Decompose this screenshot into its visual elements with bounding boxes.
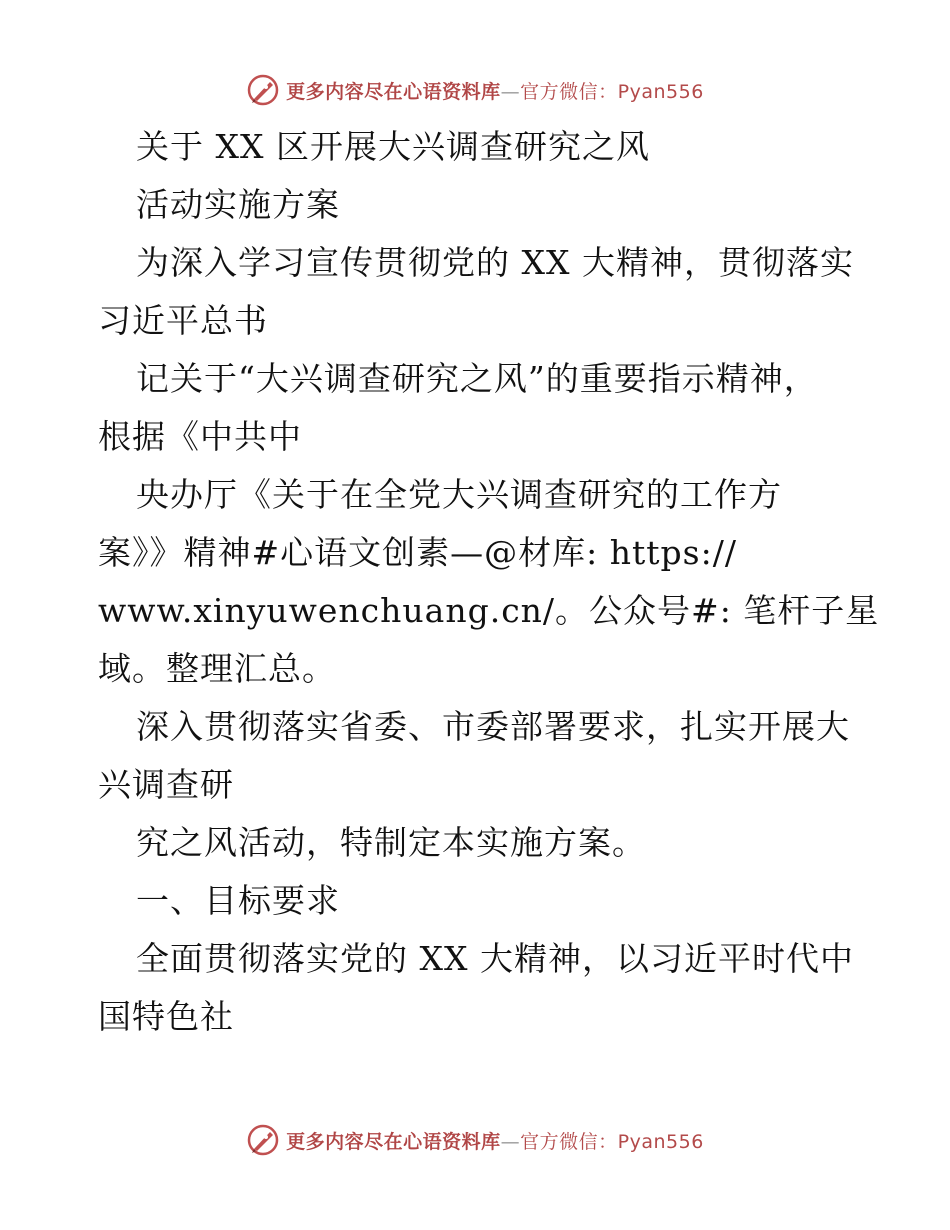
doc-line: 央办厅《关于在全党大兴调查研究的工作方 [136,475,782,514]
header-watermark-banner [0,70,950,110]
banner-text [286,1127,704,1154]
section-heading: 一、目标要求 [136,881,340,920]
doc-line: 深入贯彻落实省委、市委部署要求，扎实开展大 [136,707,850,746]
pen-logo-icon [246,73,280,107]
doc-line: 关于 XX 区开展大兴调查研究之风 [136,127,650,166]
banner-text [286,77,704,104]
doc-line: 兴调查研 [98,765,234,804]
doc-line: 全面贯彻落实党的 XX 大精神，以习近平时代中 [136,939,854,978]
doc-line: 为深入学习宣传贯彻党的 XX 大精神，贯彻落实 [136,243,854,282]
doc-line: www.xinyuwenchuang.cn/。公众号#: 笔杆子星 [98,591,880,630]
pen-logo-icon [246,1123,280,1157]
doc-line: 国特色社 [98,997,234,1036]
doc-line: 习近平总书 [98,301,268,340]
doc-line: 记关于“大兴调查研究之风”的重要指示精神， [136,359,818,398]
doc-line: 活动实施方案 [136,185,340,224]
banner-wechat: 官方微信：Pyan556 [520,1130,704,1153]
banner-brand: 更多内容尽在心语资料库 [286,80,501,103]
doc-line: 究之风活动，特制定本实施方案。 [136,823,646,862]
doc-line: 案》》精神#心语文创素—@材库: https:// [98,533,737,572]
banner-separator: — [500,80,521,103]
banner-separator: — [500,1130,521,1153]
banner-brand: 更多内容尽在心语资料库 [286,1130,501,1153]
document-body [98,118,880,1046]
doc-line: 根据《中共中 [98,417,302,456]
footer-watermark-banner [0,1120,950,1160]
banner-wechat: 官方微信：Pyan556 [520,80,704,103]
doc-line: 域。整理汇总。 [98,649,336,688]
